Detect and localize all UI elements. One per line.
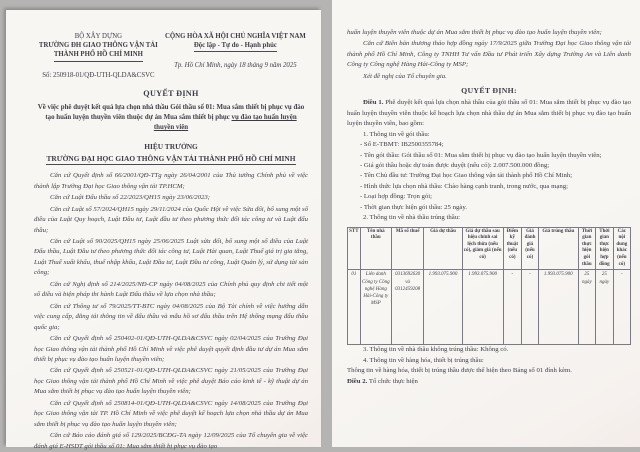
document-page-left <box>6 10 321 450</box>
article-2-paragraph <box>347 377 631 387</box>
recital-paragraph: Căn cứ Quyết định số 250814-01/QĐ-UTH-QLDA&CSVC ngày 14/08/2025 của Trường Đại học Giao thông vận tải TP. Hồ Chí Minh về việc phê duyệt kế hoạch lựa chọn nhà thầu dự án Mua sắm thiết bị phục vụ đào tạo huấn luyện thuyền viên; <box>34 399 308 428</box>
table-header-cell: STT <box>348 227 361 270</box>
table-header-cell: Điểm kỹ thuật (nếu có) <box>503 227 521 270</box>
recitals-continuation <box>347 28 631 82</box>
table-cell: 1.993.075.900 <box>538 270 578 345</box>
package-info-item: - Thời gian thực hiện gói thầu: 25 ngày. <box>360 203 467 211</box>
document-subject-tail: vụ đào tạo huấn luyện thuyền viên <box>153 114 297 132</box>
place-dateline: Tp. Hồ Chí Minh, ngày 18 tháng 9 năm 2025 <box>174 62 297 70</box>
table-header-cell: Thời gian thực hiện gói thầu <box>578 227 596 270</box>
table-row <box>348 270 631 345</box>
table-cell: 1.993.075.900 <box>424 270 462 345</box>
recital-paragraph: huấn luyện thuyền viên thuộc dự án Mua sắm thiết bị phục vụ đào tạo huấn luyện thuyền viên; <box>347 29 602 36</box>
recital-paragraph: Căn cứ Báo cáo đánh giá số 129/2025/BCĐG-TA ngày 12/09/2025 của Tổ chuyên gia về việc đánh giá E-HSDT gói thầu số 01: Mua sắm thiết bị phục vụ đào tạo <box>34 432 308 450</box>
table-cell: 25 ngày <box>596 270 614 345</box>
national-header <box>34 32 308 80</box>
article-2-text: Tổ chức thực hiện <box>367 377 418 385</box>
table-body <box>348 270 631 345</box>
issuer-block <box>34 32 163 80</box>
issuer-ministry: BỘ XÂY DỰNG <box>74 33 123 40</box>
table-cell: - <box>503 270 521 345</box>
package-info-item: - Số E-TBMT: IB2500355784; <box>360 141 444 149</box>
section-2-heading: 2. Thông tin về nhà thầu trúng thầu: <box>363 214 460 222</box>
article-2-label: Điều 2. <box>347 377 368 385</box>
recital-paragraph: Căn cứ Luật số 57/2024/QH15 ngày 29/11/2024 của Quốc Hội về việc Sửa đổi, bổ sung một số điều của Luật Quy hoạch, Luật Đầu tư, Luật đầu tư theo phương thức đối tác công tư và Luật đấu thầu; <box>34 205 308 234</box>
table-header-cell: Mã số thuế <box>391 227 424 270</box>
article-1-text: Phê duyệt kết quả lựa chọn nhà thầu của gói thầu số 01: Mua sắm thiết bị phục vụ đào tạo huấn luyện thuyền viên thuộc kế hoạch lựa chọn nhà thầu dự án Mua sắm thiết bị phục vụ đào tạo huấn luyện thuyền viên, bao gồm: <box>347 99 632 128</box>
section-4-note: Thông tin về hàng hóa, thiết bị trúng thầu được thể hiện theo Bảng số 01 đính kèm. <box>347 367 572 375</box>
package-info-item: - Tên gói thầu: Gói thầu số 01: Mua sắm thiết bị phục vụ đào tạo huấn luyện thuyền viên; <box>360 151 602 159</box>
document-title: QUYẾT ĐỊNH <box>143 88 199 98</box>
package-info-item: - Hình thức lựa chọn nhà thầu: Chào hàng cạnh tranh, trong nước, qua mạng; <box>360 182 568 190</box>
table-header-cell: Tên nhà thầu <box>360 227 391 270</box>
table-cell: - <box>522 270 539 345</box>
package-info-item: - Loại hợp đồng: Trọn gói; <box>360 193 433 201</box>
table-header-cell: Giá trúng thầu <box>538 227 578 270</box>
table-cell: 01 <box>348 270 361 345</box>
document-page-right <box>332 0 640 447</box>
article-1-label: Điều 1. <box>363 99 384 107</box>
recitals-list <box>34 171 308 452</box>
recital-paragraph: Căn cứ Quyết định số 66/2001/QĐ-TTg ngày 26/04/2001 của Thủ tướng Chính phủ về việc thành lập Trường Đại học Giao thông vận tải TP.HCM; <box>34 172 308 190</box>
country-name: CỘNG HÒA XÃ HỘI CHỦ NGHĨA VIỆT NAM <box>164 33 306 40</box>
table-cell: 25 ngày <box>578 270 596 345</box>
table-header-cell: Giá dự thầu <box>424 227 462 270</box>
section-4-heading: 4. Thông tin về hàng hóa, thiết bị trúng thầu: <box>363 356 484 364</box>
national-slogan: Độc lập - Tự do - Hạnh phúc <box>163 41 308 52</box>
document-subject-main: Về việc phê duyệt kết quả lựa chọn nhà thầu Gói thầu số 01: Mua sắm thiết bị phục vụ đào tạo huấn luyện thuyền viên thuộc dự án Mua sắm thiết bị phục <box>37 103 305 122</box>
section-1-items <box>347 140 631 213</box>
table-header-cell: Giá dự thầu sau hiệu chỉnh sai lệch thừa (nếu có), giảm giá (nếu có) <box>462 227 503 270</box>
table-cell: 1.993.075.900 <box>462 270 503 345</box>
table-header-cell: Thời gian thực hiện hợp đồng <box>596 227 614 270</box>
recital-paragraph: Căn cứ Luật số 90/2025/QH15 ngày 25/06/2025 Luật sửa đổi, bổ sung một số điều của Luật Đấu thầu, Luật Đầu tư theo phương thức đối tác công tư, Luật Hải quan, Luật Thuế giá trị gia tăng, Luật Thuế xuất khẩu, thuế nhập khẩu, Luật Đầu tư, Luật Đầu tư công, Luật Quản lý, sử dụng tài sản công; <box>34 237 308 277</box>
recital-paragraph: Căn cứ Biên bản thương thảo hợp đồng ngày 17/9/2025 giữa Trường Đại học Giao thông vận tải thành phố Hồ Chí Minh, Công ty TNHH Tư vấn Đầu tư Phát triển Xây dựng Trường An và Liên danh Công ty Công nghệ Hàng Hải-Công ty MSP; <box>347 40 631 69</box>
recital-paragraph: Căn cứ Thông tư số 79/2025/TT-BTC ngày 04/08/2025 của Bộ Tài chính về việc hướng dẫn việc cung cấp, đăng tải thông tin về đấu thầu và mẫu hồ sơ đấu thầu trên Hệ thống mạng đấu thầu quốc gia; <box>34 302 308 331</box>
article-1-paragraph <box>347 98 631 129</box>
issuer-org-line2: THÀNH PHỐ HỒ CHÍ MINH <box>34 50 163 61</box>
package-info-item: - Giá gói thầu hoặc dự toán được duyệt (nếu có): 2.007.500.000 đồng; <box>360 161 550 169</box>
decision-heading: QUYẾT ĐỊNH: <box>461 86 517 96</box>
document-subject <box>36 103 306 134</box>
issuing-authority-name: TRƯỜNG ĐẠI HỌC GIAO THÔNG VẬN TẢI THÀNH PHỐ HỒ CHÍ MINH <box>34 154 308 166</box>
table-cell: Liên danh Công ty Công nghệ Hàng Hải-Công ty MSP <box>360 270 391 345</box>
recital-paragraph: Căn cứ Quyết định số 250521-01/QĐ-UTH-QLDA&CSVC ngày 21/05/2025 của Trường Đại học Giao thông vận tải thành phố Hồ Chí Minh về việc phê duyệt Báo cáo kinh tế - kỹ thuật dự án Mua sắm thiết bị phục vụ đào tạo huấn luyện thuyền viên; <box>34 367 308 396</box>
package-info-item: - Tên Chủ đầu tư: Trường Đại học Giao thông vận tải thành phố Hồ Chí Minh; <box>360 172 573 180</box>
table-header-cell: Giá đánh giá (nếu có) <box>522 227 539 270</box>
document-number: Số: 250918-01/QĐ-UTH-QLDA&CSVC <box>42 71 155 79</box>
recital-paragraph: Căn cứ Nghị định số 214/2025/NĐ-CP ngày 04/08/2025 của Chính phủ quy định chi tiết một số điều và biện pháp thi hành Luật Đấu thầu về lựa chọn nhà thầu; <box>34 280 308 299</box>
recital-paragraph: Xét đề nghị của Tổ chuyên gia. <box>363 72 447 80</box>
winning-bidder-table <box>347 227 631 346</box>
national-motto-block <box>163 32 308 80</box>
section-3-line: 3. Thông tin về nhà thầu không trúng thầu: Không có. <box>363 346 509 354</box>
recital-paragraph: Căn cứ Luật Đấu thầu số 22/2023/QH15 ngày 23/06/2023; <box>50 194 211 202</box>
table-header-cell: Các nội dung khác (nếu có) <box>613 227 630 270</box>
table-cell: - <box>613 270 630 345</box>
issuer-org-line1: TRƯỜNG ĐH GIAO THÔNG VẬN TẢI <box>38 42 158 50</box>
recital-paragraph: Căn cứ Quyết định số 250402-01/QĐ-UTH-QLDA&CSVC ngày 02/04/2025 của Trường Đại học Giao thông vận tải thành phố Hồ Chí Minh về việc phê duyệt quyết định đầu tư dự án Mua sắm thiết bị phục vụ đào tạo huấn luyện thuyền viên; <box>34 335 308 363</box>
table-header-row <box>348 227 631 270</box>
issuing-authority-title: HIỆU TRƯỞNG <box>144 141 198 151</box>
section-1-heading: 1. Thông tin về gói thầu: <box>363 130 430 138</box>
table-cell: 0313692630 và 0312459208 <box>391 270 424 345</box>
